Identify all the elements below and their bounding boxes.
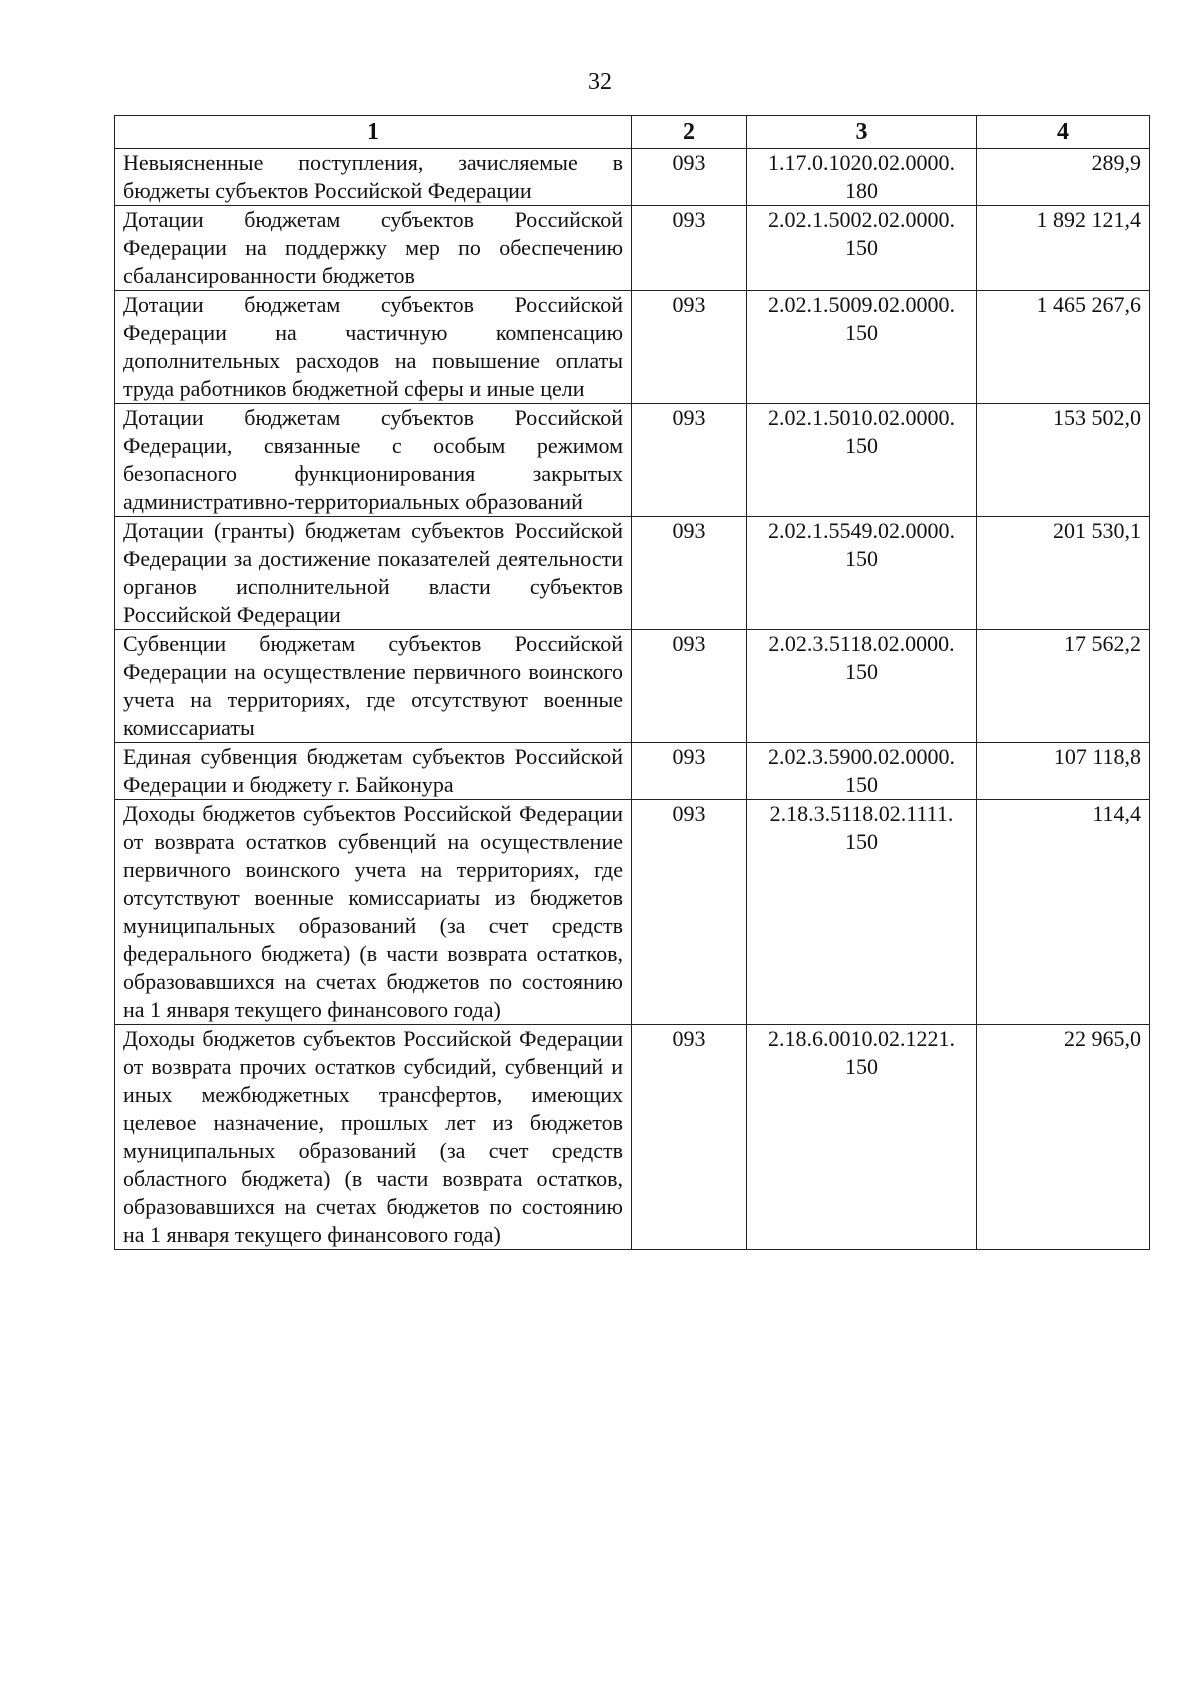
budget-classification-code: 2.02.1.5010.02.0000. 150	[747, 404, 977, 517]
table-row	[115, 1025, 1150, 1250]
header-col-2: 2	[632, 116, 747, 149]
admin-code: 093	[632, 149, 747, 206]
income-name: Дотации бюджетам субъектов Российской Федерации на поддержку мер по обеспечению сбалансированности бюджетов	[115, 206, 632, 291]
header-col-3: 3	[747, 116, 977, 149]
table-row	[115, 206, 1150, 291]
budget-classification-code: 2.02.1.5002.02.0000. 150	[747, 206, 977, 291]
income-name: Дотации бюджетам субъектов Российской Федерации на частичную компенсацию дополнительных расходов на повышение оплаты труда работников бюджетной сферы и иные цели	[115, 291, 632, 404]
income-name: Единая субвенция бюджетам субъектов Российской Федерации и бюджету г. Байконура	[115, 743, 632, 800]
income-name: Доходы бюджетов субъектов Российской Федерации от возврата прочих остатков субсидий, субвенций и иных межбюджетных трансфертов, имеющих целевое назначение, прошлых лет из бюджетов муниципальных образований (за счет средств областного бюджета) (в части возврата остатков, образовавшихся на счетах бюджетов по состоянию на 1 января текущего финансового года)	[115, 1025, 632, 1250]
admin-code: 093	[632, 630, 747, 743]
amount: 22 965,0	[977, 1025, 1150, 1250]
budget-classification-code: 1.17.0.1020.02.0000. 180	[747, 149, 977, 206]
table-row	[115, 743, 1150, 800]
amount: 114,4	[977, 800, 1150, 1025]
budget-classification-code: 2.02.3.5900.02.0000. 150	[747, 743, 977, 800]
budget-classification-code: 2.18.6.0010.02.1221. 150	[747, 1025, 977, 1250]
table-header	[115, 116, 1150, 149]
amount: 17 562,2	[977, 630, 1150, 743]
income-name: Дотации (гранты) бюджетам субъектов Российской Федерации за достижение показателей деятельности органов исполнительной власти субъектов Российской Федерации	[115, 517, 632, 630]
table-row	[115, 517, 1150, 630]
table-row	[115, 404, 1150, 517]
income-name: Субвенции бюджетам субъектов Российской Федерации на осуществление первичного воинского учета на территориях, где отсутствуют военные комиссариаты	[115, 630, 632, 743]
table-body	[115, 149, 1150, 1250]
admin-code: 093	[632, 206, 747, 291]
amount: 289,9	[977, 149, 1150, 206]
budget-classification-code: 2.02.3.5118.02.0000. 150	[747, 630, 977, 743]
amount: 153 502,0	[977, 404, 1150, 517]
header-col-4: 4	[977, 116, 1150, 149]
header-col-1: 1	[115, 116, 632, 149]
admin-code: 093	[632, 291, 747, 404]
admin-code: 093	[632, 800, 747, 1025]
table-row	[115, 800, 1150, 1025]
table-row	[115, 149, 1150, 206]
page-number: 32	[588, 69, 612, 95]
admin-code: 093	[632, 743, 747, 800]
admin-code: 093	[632, 404, 747, 517]
income-name: Доходы бюджетов субъектов Российской Федерации от возврата остатков субвенций на осуществление первичного воинского учета на территориях, где отсутствуют военные комиссариаты из бюджетов муниципальных образований (за счет средств федерального бюджета) (в части возврата остатков, образовавшихся на счетах бюджетов по состоянию на 1 января текущего финансового года)	[115, 800, 632, 1025]
budget-classification-code: 2.18.3.5118.02.1111. 150	[747, 800, 977, 1025]
table-row	[115, 291, 1150, 404]
admin-code: 093	[632, 517, 747, 630]
amount: 107 118,8	[977, 743, 1150, 800]
amount: 1 465 267,6	[977, 291, 1150, 404]
income-name: Невыясненные поступления, зачисляемые в бюджеты субъектов Российской Федерации	[115, 149, 632, 206]
budget-classification-code: 2.02.1.5009.02.0000. 150	[747, 291, 977, 404]
budget-table	[114, 115, 1150, 1250]
table-row	[115, 630, 1150, 743]
amount: 1 892 121,4	[977, 206, 1150, 291]
budget-classification-code: 2.02.1.5549.02.0000. 150	[747, 517, 977, 630]
income-name: Дотации бюджетам субъектов Российской Федерации, связанные с особым режимом безопасного функционирования закрытых административно-территориальных образований	[115, 404, 632, 517]
admin-code: 093	[632, 1025, 747, 1250]
header-row	[115, 116, 1150, 149]
amount: 201 530,1	[977, 517, 1150, 630]
